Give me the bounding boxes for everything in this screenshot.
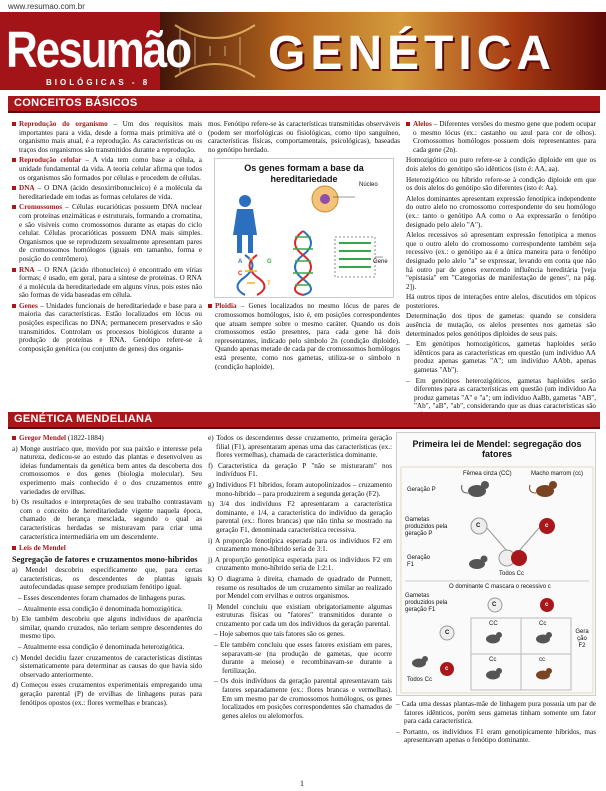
- alleles-homozygous: Homozigótico ou puro refere-se à condição diploide em que os dois alelos do genótipo são idênticos (isto é: AA, aa).: [406, 156, 596, 173]
- section-heading-basic-concepts: CONCEITOS BÁSICOS: [8, 96, 600, 111]
- allele-c-lower-p: c: [545, 523, 549, 529]
- generation-f1-label: Geração F1: [407, 555, 431, 568]
- allele-c-lower-row: c: [445, 666, 449, 672]
- base-g-label: G: [267, 259, 272, 266]
- cross-note-2: – Portanto, os indivíduos F1 eram genotipicamente híbridos, mas apresentavam apenas o fenótipo dominante.: [396, 727, 596, 745]
- page-title: GENÉTICA: [268, 27, 557, 80]
- law-item-b: b) Ele também descobriu que alguns indivíduos de aparência similar, quando cruzados, não teriam sempre descendentes do mesmo tipo.: [12, 615, 202, 641]
- laws-subheading: Segregação de fatores e cruzamentos mono-híbridos: [12, 554, 198, 564]
- male-label: Macho marrom (cc): [531, 471, 584, 477]
- genes-figure-title: Os genes formam a base da hereditariedade: [244, 163, 364, 185]
- law-item-l: l) Mendel concluiu que existiam obrigatoriamente algumas estruturas físicas ou "fatores" transmitidos durante o cruzamento por cada um dos indivíduos da geração parental.: [208, 602, 392, 628]
- mendel-heading: Gregor Mendel (1822-1884): [12, 434, 202, 443]
- concept-rna: RNA – O RNA (ácido ribonucleico) é encontrado em vírias formas; é usado, em geral, para a síntese de proteínas. O RNA é a molécula da hereditariedade em alguns vírus, pois estes não são formas de vida baseadas em célula.: [12, 266, 202, 300]
- brand-name: Resumão: [6, 22, 191, 79]
- allele-c-upper-f1: C: [492, 602, 497, 608]
- law-item-l2: – Ele também concluiu que esses fatores existiam em pares, separavam-se (na produção de gametas, que ocorre durante a meiose) e recombinavam-se durante a fertilização.: [214, 641, 392, 675]
- cross-note-1: – Cada uma dessas plantas-mãe de linhagem pura possuía um par de fatores idênticos, porém seus gametas tinham somente um fator para cada característica.: [396, 700, 596, 726]
- phenotype-text: mos. Fenótipo refere-se às características transmitidas observáveis (podem ser morfológicas ou fisiológicas, como tipo sanguíneo, características físicas, comportamentais, psicológicas), baseadas no genótipo herdado.: [208, 120, 400, 154]
- law-item-l3: – Os dois indivíduos da geração parental apresentavam tais fatores separadamente (ex.: flores brancas e vermelhas). Em um mesmo par de cromossomos homólogos, os genes localizados em posições correspondentes são chamados de genes alelos ou alelomorfos.: [214, 677, 392, 720]
- concept-reproduction-organism: Reprodução do organismo – Um dos requisitos mais importantes para a vida, desde a forma mais primitiva até o organismo mais atual, é a reprodução. As características ou os traços dos organismos são transmitidos durante a reprodução.: [12, 120, 202, 154]
- female-label: Fêmea cinza (CC): [463, 471, 512, 477]
- law-item-c: c) Mendel decidiu fazer cruzamentos de características distintas sistematicamente para determinar as causas do que havia sido observado anteriormente.: [12, 653, 202, 679]
- brand-subtitle: BIOLÓGICAS - 8: [46, 78, 151, 87]
- alleles-other: Há outros tipos de interações entre alelos, discutidos em tópicos posteriores.: [406, 293, 596, 310]
- allele-c-lower-f1: c: [545, 602, 549, 608]
- base-a-label: A: [238, 259, 243, 266]
- genes-figure: [214, 158, 394, 298]
- nucleus-label: Núcleo: [359, 182, 378, 189]
- gametes-f1-label: Gametas produzidos pela geração F1: [405, 593, 448, 613]
- alleles-dominant: Alelos dominantes apresentam expressão fenotípica independente do outro alelo no cromossomo correspondente do seu homólogo (ex.: tanto o genótipo AA como o Aa expressarão o fenótipo designado pelo alelo "A").: [406, 194, 596, 229]
- law-item-g: g) Indivíduos F1 híbridos, foram autopolinizados – cruzamento mono-híbrido – para produzirem a segunda geração (F2).: [208, 480, 392, 498]
- all-cc-label: Todos Cc: [499, 571, 525, 577]
- alleles-recessive: Alelos recessivos só apresentam expressão fenotípica a menos que o outro alelo do cromossomo correspondente também seja recessivo (ex.: o genótipo aa é a única maneira para o fenótipo designado pelo alelo "a" se expressar, levando em conta que não há outro par de genes exercendo influência hereditária [veja "epistasia" em "Categorias de manifestação de genes", na pág. 2]).: [406, 231, 596, 291]
- mendel-cross-diagram: [396, 432, 596, 696]
- site-url: www.resumao.com.br: [8, 2, 85, 11]
- law-item-e: e) Todos os descendentes desse cruzamento, primeira geração filial (F1), apresentaram apenas uma das características (ex.: flores vermelhas), chamada de característica dominante.: [208, 434, 392, 460]
- gamete-heterozygous: – Em genótipos heterozigóticos, gametas haploides serão diferentes para as características em questão (um indivíduo Aa produz gametas "A" e "a"; um indivíduo AaBb, gametas "AB", "Ab", "aB", "ab", considerando que as duas características são: [406, 376, 596, 411]
- brand-block: [0, 12, 191, 90]
- alleles-heterozygous: Heterozigótico ou híbrido refere-se à condição diploide em que os dois alelos do genótipo são diferentes (isto é: Aa).: [406, 175, 596, 193]
- law-item-h: h) 3/4 dos indivíduos F2 apresentaram a característica dominante, e 1/4, a característica do indivíduo da geração parental (ex.: flores brancas) que não tinha se mostrado na geração F1, denominada característica recessiva.: [208, 500, 392, 534]
- cross-title: Primeira lei de Mendel: segregação dos fatores: [412, 439, 582, 459]
- base-c-label: C: [238, 271, 243, 278]
- punnett-cell-cc: CC: [489, 621, 498, 627]
- concept-genes: Genes – Unidades funcionais de hereditariedade e base para a maioria das características. Estão localizados em lócus ou posições específicas no DNA; permanecem preservados e são transmitidos. Controlam os processos biológicos durante a produção de proteínas e RNA. Genótipo refere-se à composição genética (ou conjunto de genes) dos organis-: [12, 302, 202, 354]
- page-number: 1: [300, 779, 304, 788]
- genes-illustration-icon: [215, 185, 393, 297]
- concept-reproduction-cell: Reprodução celular – A vida tem como base a célula, a unidade fundamental da vida. A teoria celular afirma que todos os organismos são formados por células e procedem de células.: [12, 156, 202, 182]
- gamete-homozygous: – Em genótipos homozigóticos, gametas haploides serão idênticos para as características em questão (um indivíduo AA produz apenas gametas "A"; um indivíduo AAbb, apenas gametas "Ab").: [406, 340, 596, 375]
- concept-ploidy: Ploidia – Genes localizados no mesmo lócus de pares de cromossomos homólogos, isto é, em posições correspondentes que atuam sempre sobre o mesmo caráter. Quando os dois cromossomos estão presentes, para cada gene há dois representantes, indicado pelo símbolo 2n (condição diploide). Quando apenas metade de cada par de cromossomos homólogos está presente, como nos gametas, utiliza-se o símbolo n (condição haploide).: [208, 302, 400, 371]
- law-item-a: a) Mendel descobriu especificamente que, para certas características, os descendentes de plantas iguais autofecundadas quase sempre produziam fenótipo igual.: [12, 566, 202, 592]
- concept-chromosomes: Cromossomos – Células eucarióticas possuem DNA nuclear com proteínas enzimáticas e estruturais, formando a cromatina, e são visíveis como cromossomos durante as etapas do ciclo celular. Células procarióticas possuem DNA mais simples. Organismos que se reproduzem sexualmente apresentam pares de cromossomos homólogos (iguais em tamanho, forma e posição do centrômero).: [12, 203, 202, 263]
- all-cc-label-2: Todos Cc: [407, 677, 433, 683]
- law-item-k: k) O diagrama à direita, chamado de quadrado de Punnett, resume os resultados de um cruzamento similar ao realizado por Mendel com ervilhas e outros organismos.: [208, 574, 392, 601]
- law-item-i: i) A proporção fenotípica esperada para os indivíduos F2 em cruzamento mono-híbrido seria de 3:1.: [208, 536, 392, 554]
- base-t-label: T: [267, 281, 271, 288]
- generation-f2-label: Geração F2: [575, 629, 589, 649]
- column-3: [406, 120, 596, 410]
- law-item-f: f) Característica da geração P "não se misturaram" nos indivíduos F1.: [208, 461, 392, 479]
- column-2: [208, 120, 400, 410]
- punnett-cell-cc-2: Cc: [539, 621, 547, 627]
- header-banner: [0, 12, 606, 90]
- law-item-j: j) A proporção genotípica esperada para os indivíduos F2 em cruzamento mono-híbrido seria de 1:2:1.: [208, 555, 392, 573]
- gene-label: Gene: [373, 259, 388, 266]
- punnett-cell-cc-4: cc: [539, 657, 545, 663]
- dominance-label: O dominante C mascara o recessivo c: [449, 584, 551, 590]
- allele-c-upper-row: C: [445, 630, 450, 636]
- laws-heading: Leis de Mendel: [12, 544, 202, 553]
- cross-notes: [396, 700, 596, 776]
- law-item-a2: – Atualmente essa condição é denominada homozigótica.: [18, 604, 183, 613]
- gametes-p-label: Gametas produzidos pela geração P: [405, 517, 448, 537]
- law-item-l1: – Hoje sabemos que tais fatores são os genes.: [214, 630, 345, 639]
- allele-c-upper-p: C: [476, 523, 481, 529]
- law-item-a1: – Esses descendentes foram chamados de linhagens puras.: [18, 594, 186, 602]
- mendel-item-b: b) Os resultados e interpretações de seu trabalho contrastavam com o conceito de hereditariedade vigente naquela época, chamado de herança mesclada, segundo o qual as características herdadas se misturavam para criar uma característica intermediária em um descendente.: [12, 498, 202, 541]
- column-4: [12, 434, 202, 776]
- concept-alleles: Alelos – Diferentes versões do mesmo gene que podem ocupar o mesmo lócus (ex.: castanho ou azul para cor de olhos). Cromossomos homólogos possuem dois representantes para cada gene (2n).: [406, 120, 596, 154]
- section-heading-mendelian: GENÉTICA MENDELIANA: [8, 412, 600, 427]
- column-5: [208, 434, 392, 776]
- alleles-gametes: Determinação dos tipos de gametas: quando se considera ausência de mutação, os alelos presentes nos gametas são determinados pelos genótipos diploides de seus pais.: [406, 312, 596, 338]
- mendel-item-a: a) Monge austríaco que, movido por sua paixão e interesse pela natureza, dedicou-se ao estudo das plantas e desenvolveu as ideias fundamentais da genética bem antes da descoberta dos cromossomos e dos genes (biologia molecular). Seu experimento mais conhecido é o dos cruzamentos entre variedades de ervilhas.: [12, 444, 202, 496]
- generation-p-label: Geração P: [407, 487, 436, 493]
- column-1: [12, 120, 202, 410]
- punnett-cell-cc-3: Cc: [489, 657, 497, 663]
- law-item-b1: – Atualmente essa condição é denominada heterozigótica.: [18, 642, 185, 651]
- concept-dna: DNA – O DNA (ácido desoxirribonucleico) é a molécula da hereditariedade em todas as formas celulares de vida.: [12, 184, 202, 201]
- law-item-d: d) Começou esses cruzamentos experimentais empregando uma geração parental (P) de ervilhas de linhagens puras para fenótipos opostos (ex.: flores vermelhas e brancas).: [12, 681, 202, 707]
